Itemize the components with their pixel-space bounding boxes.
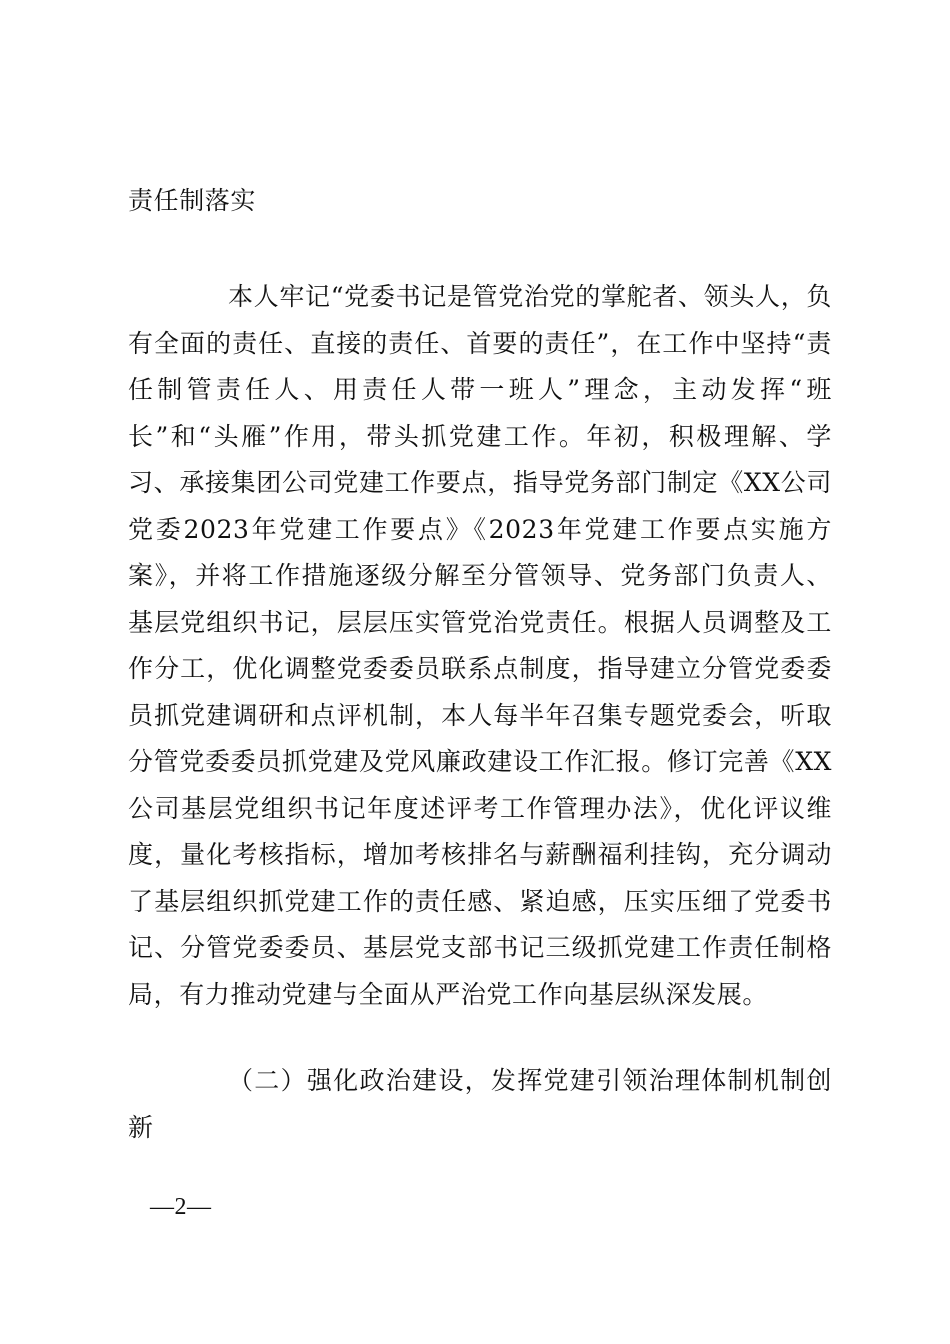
section-heading: （二）强化政治建设，发挥党建引领治理体制机制创新 bbox=[128, 1066, 832, 1142]
body-paragraph: 本人牢记“党委书记是管党治党的掌舵者、领头人，负有全面的责任、直接的责任、首要的责任”，在工作中坚持“责任制管责任人、用责任人带一班人”理念，主动发挥“班长”和“头雁”作用，带头抓党建工作。年初，积极理解、学习、承接集团公司党建工作要点，指导党务部门制定《XX公司党委2023年党建工作要点》《2023年党建工作要点实施方案》，并将工作措施逐级分解至分管领导、党务部门负责人、基层党组织书记，层层压实管党治党责任。根据人员调整及工作分工，优化调整党委委员联系点制度，指导建立分管党委委员抓党建调研和点评机制，本人每半年召集专题党委会，听取分管党委委员抓党建及党风廉政建设工作汇报。修订完善《XX公司基层党组织书记年度述评考工作管理办法》，优化评议维度，量化考核指标，增加考核排名与薪酬福利挂钩，充分调动了基层组织抓党建工作的责任感、紧迫感，压实压细了党委书记、分管党委委员、基层党支部书记三级抓党建工作责任制格局，有力推动党建与全面从严治党工作向基层纵深发展。 bbox=[128, 282, 832, 1009]
heading-continuation: 责任制落实 bbox=[128, 186, 257, 215]
page-number: —2— bbox=[150, 1194, 212, 1220]
